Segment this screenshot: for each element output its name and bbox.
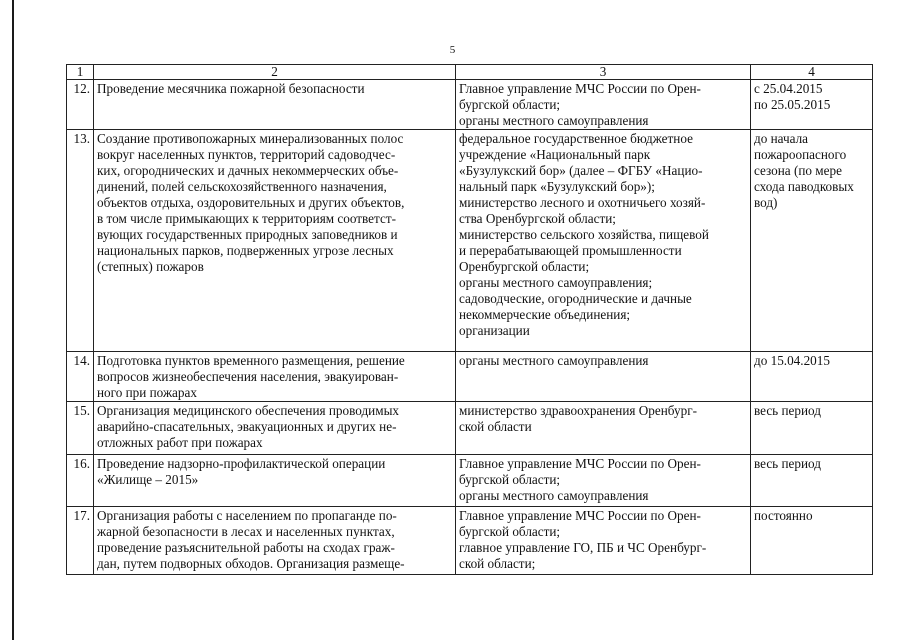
text-line: аварийно-спасательных, эвакуационных и других не- bbox=[97, 419, 397, 434]
text-line: садоводческие, огороднические и дачные bbox=[459, 291, 692, 306]
executors-cell bbox=[456, 455, 751, 507]
text-line: схода паводковых bbox=[754, 179, 854, 194]
text-line: органы местного самоуправления bbox=[459, 353, 649, 368]
text-line: отложных работ при пожарах bbox=[97, 435, 263, 450]
event-cell bbox=[94, 507, 456, 575]
row-number: 16. bbox=[67, 455, 94, 507]
text-line: «Бузулукский бор» (далее – ФГБУ «Нацио- bbox=[459, 163, 703, 178]
text-line: ской области; bbox=[459, 556, 536, 571]
text-line: до 15.04.2015 bbox=[754, 353, 830, 368]
table-row bbox=[67, 80, 873, 130]
text-line: до начала bbox=[754, 131, 809, 146]
event-cell bbox=[94, 455, 456, 507]
deadline-cell bbox=[751, 455, 873, 507]
text-line: пожароопасного bbox=[754, 147, 847, 162]
deadline-cell bbox=[751, 130, 873, 352]
text-line: министерство сельского хозяйства, пищевой bbox=[459, 227, 709, 242]
event-cell bbox=[94, 130, 456, 352]
page-number: 5 bbox=[449, 44, 456, 56]
text-line: дан, путем подворных обходов. Организация размеще- bbox=[97, 556, 405, 571]
text-line: Проведение месячника пожарной безопасности bbox=[97, 81, 365, 96]
text-line: ких, огороднических и дачных некоммерческих объе- bbox=[97, 163, 399, 178]
text-line: ства Оренбургской области; bbox=[459, 211, 616, 226]
row-number: 14. bbox=[67, 352, 94, 402]
text-line: вопросов жизнеобеспечения населения, эвакуирован- bbox=[97, 369, 399, 384]
executors-cell bbox=[456, 80, 751, 130]
text-line: весь период bbox=[754, 403, 821, 418]
header-cell: 4 bbox=[751, 65, 873, 80]
text-line: федеральное государственное бюджетное bbox=[459, 131, 693, 146]
text-line: Подготовка пунктов временного размещения, решение bbox=[97, 353, 405, 368]
text-line: организации bbox=[459, 323, 530, 338]
row-number: 15. bbox=[67, 402, 94, 455]
text-line: Оренбургской области; bbox=[459, 259, 590, 274]
page-binding-line bbox=[12, 0, 14, 640]
executors-cell bbox=[456, 507, 751, 575]
text-line: бургской области; bbox=[459, 97, 561, 112]
table-row bbox=[67, 130, 873, 352]
text-line: Главное управление МЧС России по Орен- bbox=[459, 456, 701, 471]
text-line: (степных) пожаров bbox=[97, 259, 204, 274]
text-line: органы местного самоуправления bbox=[459, 488, 649, 503]
deadline-cell bbox=[751, 507, 873, 575]
table-row bbox=[67, 402, 873, 455]
text-line: Главное управление МЧС России по Орен- bbox=[459, 508, 701, 523]
text-line: сезона (по мере bbox=[754, 163, 842, 178]
table-header-row bbox=[67, 65, 873, 80]
executors-cell bbox=[456, 352, 751, 402]
row-number: 12. bbox=[67, 80, 94, 130]
text-line: бургской области; bbox=[459, 472, 561, 487]
executors-cell bbox=[456, 130, 751, 352]
table-row bbox=[67, 455, 873, 507]
text-line: ного при пожарах bbox=[97, 385, 197, 400]
deadline-cell bbox=[751, 80, 873, 130]
text-line: нальный парк «Бузулукский бор»); bbox=[459, 179, 655, 194]
text-line: вокруг населенных пунктов, территорий садоводчес- bbox=[97, 147, 396, 162]
text-line: Создание противопожарных минерализованных полос bbox=[97, 131, 404, 146]
text-line: жарной безопасности в лесах и населенных пунктах, bbox=[97, 524, 395, 539]
text-line: некоммерческие объединения; bbox=[459, 307, 631, 322]
row-number: 17. bbox=[67, 507, 94, 575]
text-line: министерство здравоохранения Оренбург- bbox=[459, 403, 697, 418]
text-line: национальных парков, подверженных угрозе лесных bbox=[97, 243, 394, 258]
text-line: Главное управление МЧС России по Орен- bbox=[459, 81, 701, 96]
header-cell: 3 bbox=[456, 65, 751, 80]
text-line: главное управление ГО, ПБ и ЧС Оренбург- bbox=[459, 540, 707, 555]
executors-cell bbox=[456, 402, 751, 455]
text-line: весь период bbox=[754, 456, 821, 471]
header-cell: 2 bbox=[94, 65, 456, 80]
events-table bbox=[66, 64, 873, 575]
text-line: в том числе примыкающих к территориям соответст- bbox=[97, 211, 396, 226]
event-cell bbox=[94, 80, 456, 130]
text-line: «Жилище – 2015» bbox=[97, 472, 199, 487]
deadline-cell bbox=[751, 402, 873, 455]
text-line: постоянно bbox=[754, 508, 813, 523]
text-line: с 25.04.2015 bbox=[754, 81, 823, 96]
row-number: 13. bbox=[67, 130, 94, 352]
text-line: Проведение надзорно-профилактической операции bbox=[97, 456, 386, 471]
text-line: органы местного самоуправления; bbox=[459, 275, 653, 290]
text-line: вод) bbox=[754, 195, 778, 210]
text-line: министерство лесного и охотничьего хозяй- bbox=[459, 195, 706, 210]
text-line: органы местного самоуправления bbox=[459, 113, 649, 128]
text-line: динений, полей сельскохозяйственного назначения, bbox=[97, 179, 387, 194]
text-line: вующих государственных природных заповедников и bbox=[97, 227, 398, 242]
text-line: ской области bbox=[459, 419, 532, 434]
deadline-cell bbox=[751, 352, 873, 402]
table-row bbox=[67, 352, 873, 402]
text-line: проведение разъяснительной работы на сходах граж- bbox=[97, 540, 395, 555]
text-line: объектов отдыха, оздоровительных и других объектов, bbox=[97, 195, 405, 210]
event-cell bbox=[94, 352, 456, 402]
table-row bbox=[67, 507, 873, 575]
text-line: учреждение «Национальный парк bbox=[459, 147, 651, 162]
text-line: бургской области; bbox=[459, 524, 561, 539]
text-line: Организация медицинского обеспечения проводимых bbox=[97, 403, 400, 418]
text-line: Организация работы с населением по пропаганде по- bbox=[97, 508, 397, 523]
text-line: и перерабатывающей промышленности bbox=[459, 243, 682, 258]
event-cell bbox=[94, 402, 456, 455]
text-line: по 25.05.2015 bbox=[754, 97, 831, 112]
header-cell: 1 bbox=[67, 65, 94, 80]
